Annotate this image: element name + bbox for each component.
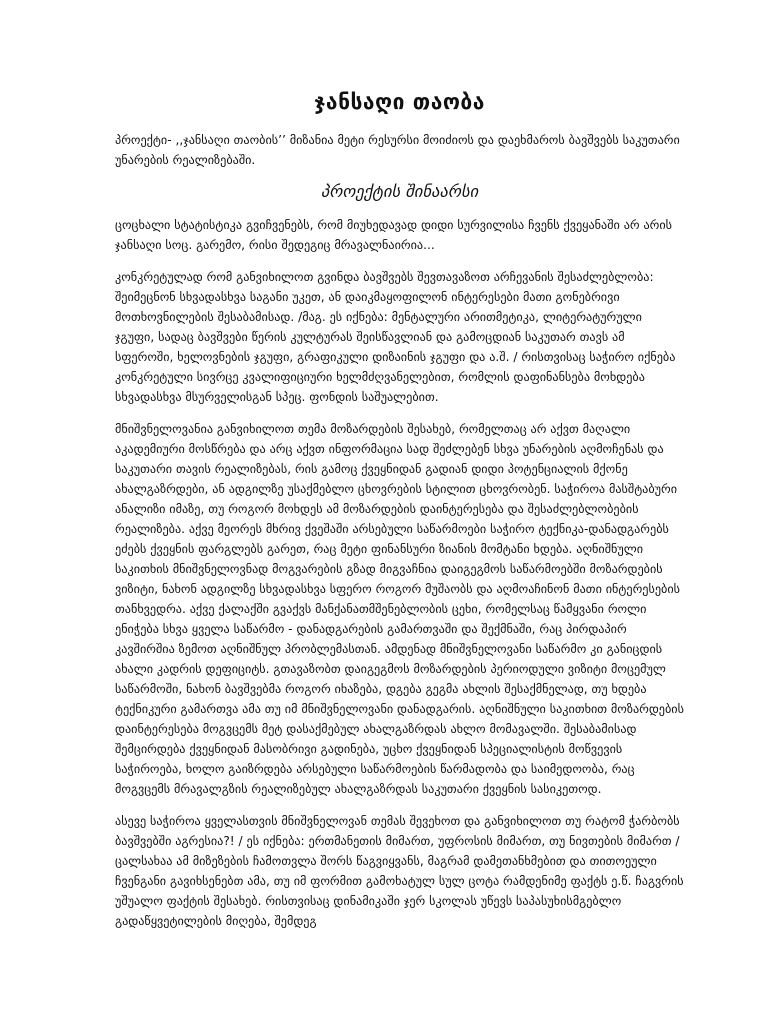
paragraph: მნიშვნელოვანია განვიხილოთ თემა მოზარდების შესახებ, რომელთაც არ აქვთ მაღალი აკადემიური მოსწრება და არც აქვთ ინფორმაცია სად შეძლებენ სხვა უნარების აღმოჩენას და საკუთარი თავის რეალიზებას, რის გამოც ქვეყნიდან გადიან დიდი პოტენციალის მქონე ახალგაზრდები, ან ადგილზე უსაქმებლო ცხოვრების სტილით ცხოვრობენ. საჭიროა მასშტაბური ანალიზი იმაზე, თუ როგორ მოხდეს ამ მოზარდების დაინტერესება და შესაძლებლობების რეალიზება. აქვე მეორეს მხრივ ქვეშაში არსებული საწარმოები საჭირო ტექნიკა-დანადგარებს ეძებს ქვეყნის ფარგლებს გარეთ, რაც მეტი ფინანსური ზიანის მომტანი ხდება. აღნიშნული საკითხის მნიშვნელოვნად მოგვარების გზად მიგვაჩნია დაიგეგმოს საწარმოებში მოზარდების ვიზიტი, ნახონ ადგილზე სხვადასხვა სფერო როგორ მუშაობს და აღმოაჩინონ მათი ინტერესების თანხვედრა. აქვე ქალაქში გვაქვს მანქანათმშენებლობის ცეხი, რომელსაც წამყვანი როლი ენიჭება სხვა ყველა საწარმო - დანადგარების გამართვაში და შექმნაში, რაც პირდაპირ კავშირშია ზემოთ აღნიშნულ პრობლემასთან. ამდენად მნიშვნელოვანი საწარმო კი განიცდის ახალი კადრის დეფიციტს. გთავაზობთ დაიგეგმოს მოზარდების პერიოდული ვიზიტი მოცემულ საწარმოში, ნახონ ბავშვებმა როგორ იხაზება, დგება გეგმა ახლის შესაქმნელად, თუ ხდება ტექნიკური გამართვა ამა თუ იმ მნიშვნელოვანი დანადგარის. აღნიშნული საკითხით მოზარდების დაინტერესება მოგვცემს მეტ დასაქმებულ ახალგაზრდას ახლო მომავალში. შესაბამისად შემცირდება ქვეყნიდან მასობრივი გადინება, უცხო ქვეყნიდან სპეციალისტის მოწვევის საჭიროება, ხოლო გაიზრდება არსებული საწარმოების წარმადობა და საიმედოობა, რაც მოგვცემს მრავალგზის რეალიზებულ ახალგაზრდას საკუთარი ქვეყნის სასიკეთოდ. [115, 422, 684, 796]
paragraph: ასევე საჭიროა ყველასთვის მნიშვნელოვან თემას შევეხოთ და განვიხილოთ თუ რატომ ჭარბობს ბავშვებში აგრესია?! / ეს იქნება: ერთმანეთის მიმართ, უფროსის მიმართ, თუ ნივთების მიმართ / ცალსახაა ამ მიზეზების ჩამოთვლა შორს წაგვიყვანს, მაგრამ დამეთანხმებით და თითოეული ჩვენგანი გავიხსენებთ ამა, თუ იმ ფორმით გამოხატულ სულ ცოტა რამდენიმე ფაქტს ე.წ. ჩაგვრის უშუალო ფაქტის შესახებ. რისთვისაც დინამიკაში ჯერ სკოლას უწევს საპასუხისმგებლო გადაწყვეტილების მიღება, შემდეგ [115, 814, 684, 928]
document-title: ჯანსაღი თაობა [314, 90, 485, 114]
paragraph: ცოცხალი სტატისტიკა გვიჩვენებს, რომ მიუხედავად დიდი სურვილისა ჩვენს ქვეყანაში არ არის ჯანსაღი სოც. გარემო, რისი შედეგიც მრავალნაირია... [115, 218, 673, 252]
paragraph: კონკრეტულად რომ განვიხილოთ გვინდა ბავშვებს შევთავაზოთ არჩევანის შესაძლებლობა: შეიმეცნონ სხვადასხვა საგანი უკეთ, ან დაიკმაყოფილონ ინტერესები მათი გონებრივი მოთხოვნილების შესაბამისად. /მაგ. ეს იქნება: მენტალური არითმეტიკა, ლიტერატურული ჯგუფი, სადაც ბავშვები წერის კულტურას შეისწავლიან და გამოცდიან საკუთარ თავს ამ სფეროში, ხელოვნების ჯგუფი, გრაფიკული დიზაინის ჯგუფი და ა.შ. / რისთვისაც საჭირო იქნება კონკრეტული სივრცე კვალიფიციური ხელმძღვანელებით, რომლის დაფინანსება მოხდება სხვადასხვა მსურველისგან სპეც. ფონდის საშუალებით. [115, 270, 676, 404]
section-title: პროექტის შინაარსი [320, 182, 479, 201]
intro-paragraph: პროექტი- ,,ჯანსაღი თაობის’’ მიზანია მეტი რესურსი მოიძიოს და დაეხმაროს ბავშვებს საკუთარი უნარების რეალიზებაში. [115, 133, 680, 167]
